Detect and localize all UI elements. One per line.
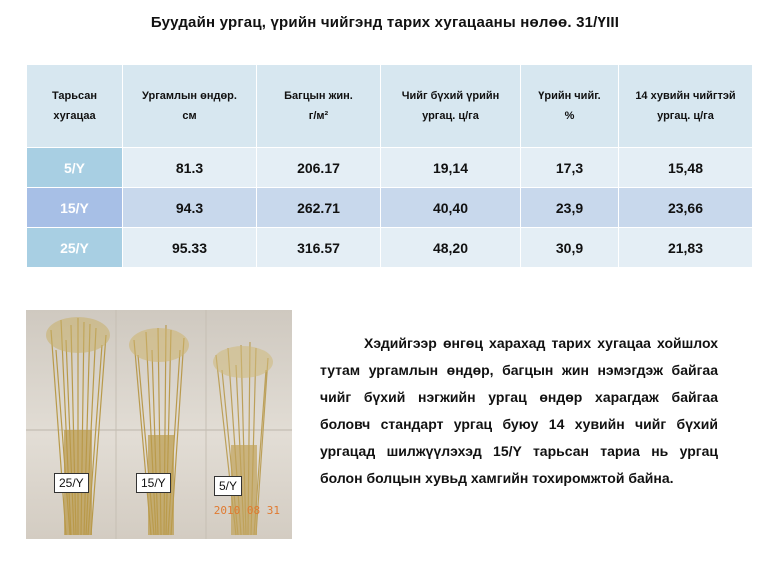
conclusion-paragraph: Хэдийгээр өнгөц харахад тарих хугацаа хойшлох тутам ургамлын өндөр, багцын жин нэмэгдэж байгаа чийг бүхий нэгжийн ургац өндөр харагдаж байгаа боловч стандарт ургац буюу 14 хувийн чийг бүхий ургацад шилжүүлэхэд 15/Y тарьсан тариа нь ургац болон болцын хувьд хамгийн тохиромжтой байна. [320,335,718,486]
header-moist-yield: Чийг бүхий үрийн ургац. ц/га [381,65,521,148]
table-row [27,188,753,228]
table-cell: 19,14 [381,148,521,188]
table-cell: 30,9 [521,228,619,268]
table-cell: 23,9 [521,188,619,228]
data-table [26,64,753,268]
wheat-photo [26,310,292,539]
table-cell: 95.33 [123,228,257,268]
table-cell: 206.17 [257,148,381,188]
table-cell: 262.71 [257,188,381,228]
row-label: 15/Y [27,188,123,228]
table-cell: 23,66 [619,188,753,228]
wheat-bundle-25 [46,317,110,535]
table-cell: 15,48 [619,148,753,188]
table-cell: 17,3 [521,148,619,188]
header-plant-height: Ургамлын өндөр. см [123,65,257,148]
photo-date-stamp: 2010 08 31 [213,504,280,517]
photo-tag-15: 15/Y [136,473,171,493]
row-label: 25/Y [27,228,123,268]
row-label: 5/Y [27,148,123,188]
photo-tag-25: 25/Y [54,473,89,493]
table-cell: 48,20 [381,228,521,268]
table-cell: 40,40 [381,188,521,228]
header-bundle-weight: Багцын жин. г/м² [257,65,381,148]
table-row [27,148,753,188]
header-sowing-date: Тарьсан хугацаа [27,65,123,148]
photo-tag-5: 5/Y [214,476,242,496]
header-yield-14pct: 14 хувийн чийгтэй ургац. ц/га [619,65,753,148]
table-cell: 81.3 [123,148,257,188]
table-cell: 21,83 [619,228,753,268]
table-cell: 316.57 [257,228,381,268]
header-seed-moisture: Үрийн чийг. % [521,65,619,148]
slide-title: Буудайн ургац, үрийн чийгэнд тарих хугацааны нөлөө. 31/ҮIII [150,14,620,31]
table-cell: 94.3 [123,188,257,228]
table-row [27,228,753,268]
table-header-row [27,65,753,148]
